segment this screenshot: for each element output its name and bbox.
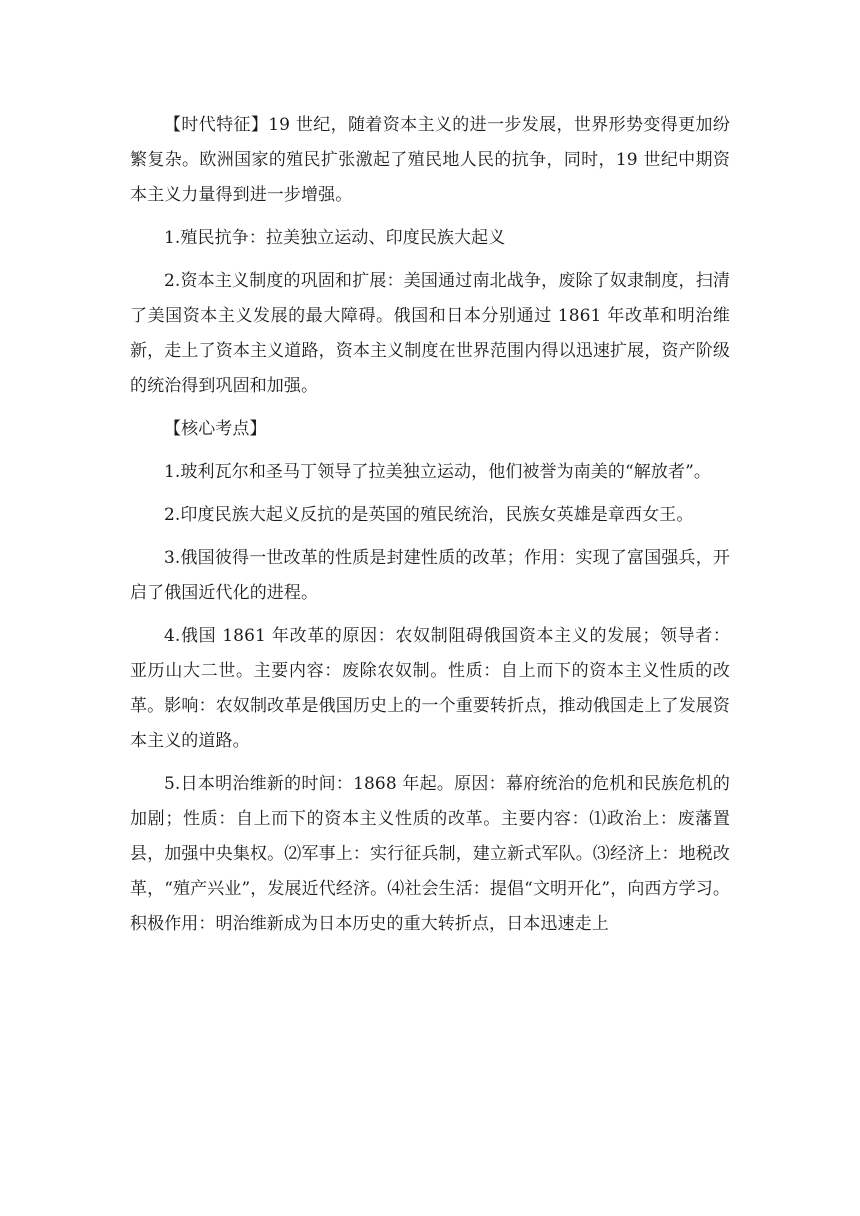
document-page (130, 108, 730, 950)
era-features-paragraph: 【时代特征】19 世纪，随着资本主义的进一步发展，世界形势变得更加纷繁复杂。欧洲国家的殖民扩张激起了殖民地人民的抗争，同时，19 世纪中期资本主义力量得到进一步增强。 (130, 115, 730, 205)
key-point-2: 2.印度民族大起义反抗的是英国的殖民统治，民族女英雄是章西女王。 (164, 505, 694, 525)
capitalism-expansion-paragraph: 2.资本主义制度的巩固和扩展：美国通过南北战争，废除了奴隶制度，扫清了美国资本主义发展的最大障碍。俄国和日本分别通过 1861 年改革和明治维新，走上了资本主义道路，资本主义制度在世界范围内得以迅速扩展，资产阶级的统治得到巩固和加强。 (130, 271, 730, 396)
key-point-3: 3.俄国彼得一世改革的性质是封建性质的改革；作用：实现了富国强兵，开启了俄国近代化的进程。 (130, 548, 730, 603)
core-points-heading: 【核心考点】 (164, 419, 267, 439)
key-point-1: 1.玻利瓦尔和圣马丁领导了拉美独立运动，他们被誉为南美的“解放者”。 (164, 462, 711, 482)
key-point-5: 5.日本明治维新的时间：1868 年起。原因：幕府统治的危机和民族危机的加剧；性质：自上而下的资本主义性质的改革。主要内容：⑴政治上：废藩置县，加强中央集权。⑵军事上：实行征兵制，建立新式军队。⑶经济上：地税改革，“殖产兴业”，发展近代经济。⑷社会生活：提倡“文明开化”，向西方学习。积极作用：明治维新成为日本历史的重大转折点，日本迅速走上 (130, 774, 730, 934)
colonial-resistance-paragraph: 1.殖民抗争：拉美独立运动、印度民族大起义 (164, 228, 506, 248)
key-point-4: 4.俄国 1861 年改革的原因：农奴制阻碍俄国资本主义的发展；领导者：亚历山大二世。主要内容：废除农奴制。性质：自上而下的资本主义性质的改革。影响：农奴制改革是俄国历史上的一个重要转折点，推动俄国走上了发展资本主义的道路。 (130, 626, 730, 751)
